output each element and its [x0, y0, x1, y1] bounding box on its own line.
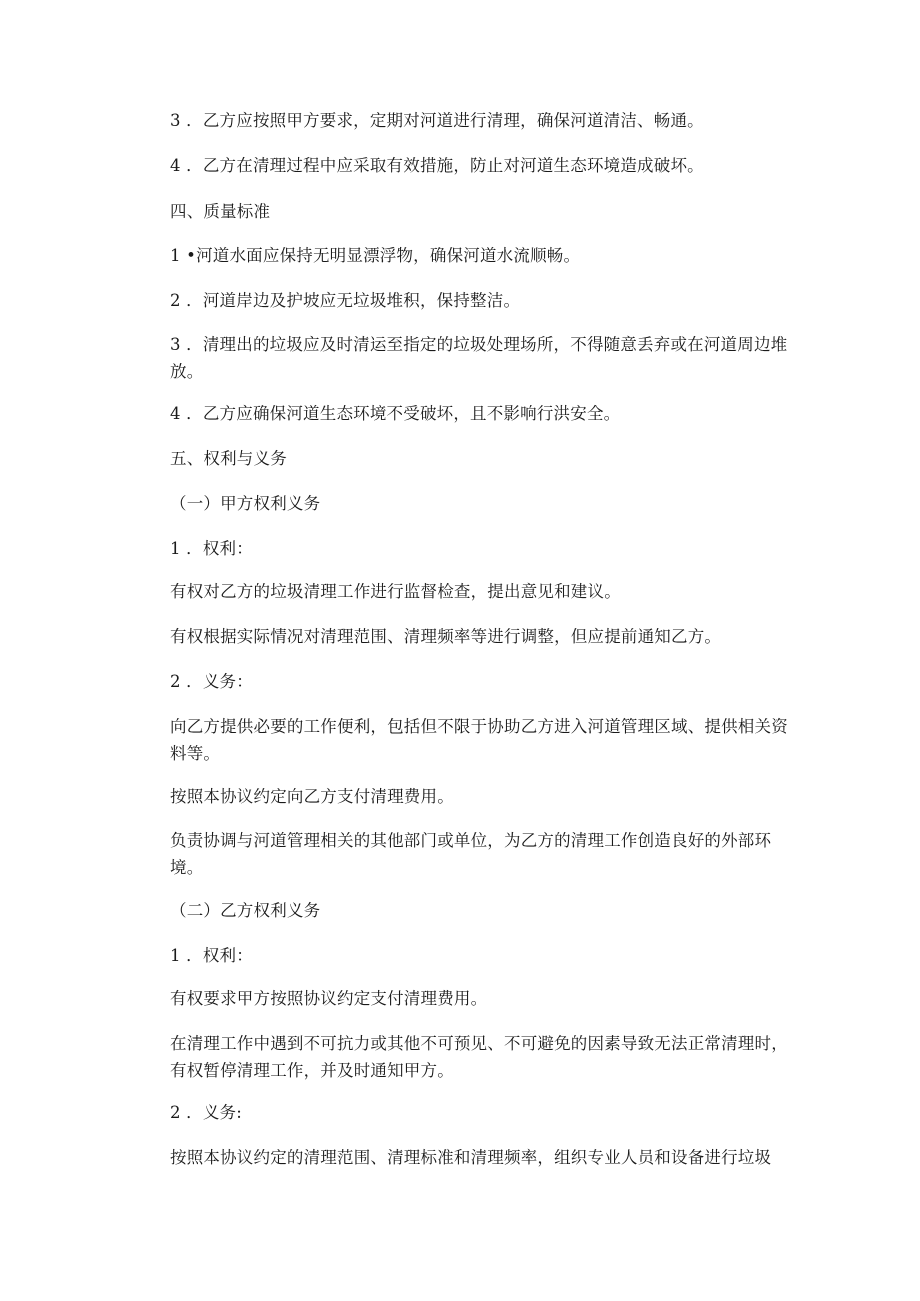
paragraph-b-duties-label: 2 ．义务:	[170, 1103, 243, 1122]
paragraph-a-duty-1: 向乙方提供必要的工作便利，包括但不限于协助乙方进入河道管理区域、提供相关资料等。	[170, 717, 788, 763]
paragraph-a-duty-3: 负责协调与河道管理相关的其他部门或单位，为乙方的清理工作创造良好的外部环境。	[170, 831, 772, 877]
paragraph-a-right-1: 有权对乙方的垃圾清理工作进行监督检查，提出意见和建议。	[170, 582, 621, 601]
paragraph-clause-4: 4 ．乙方在清理过程中应采取有效措施，防止对河道生态环境造成破坏。	[170, 156, 704, 175]
section-heading-rights: 五、权利与义务	[170, 449, 287, 468]
paragraph-clause-3: 3 ．乙方应按照甲方要求，定期对河道进行清理，确保河道清洁、畅通。	[170, 111, 704, 130]
section-heading-quality: 四、质量标准	[170, 202, 271, 221]
paragraph-b-right-1: 有权要求甲方按照协议约定支付清理费用。	[170, 989, 488, 1008]
paragraph-quality-2: 2 ．河道岸边及护坡应无垃圾堆积，保持整洁。	[170, 291, 521, 310]
paragraph-a-right-2: 有权根据实际情况对清理范围、清理频率等进行调整，但应提前通知乙方。	[170, 627, 722, 646]
paragraph-a-rights-label: 1 ．权利：	[170, 539, 253, 558]
paragraph-quality-1: 1 •河道水面应保持无明显漂浮物，确保河道水流顺畅。	[170, 246, 581, 265]
subsection-heading-party-a: （一）甲方权利义务	[170, 494, 321, 513]
paragraph-b-duty-1: 按照本协议约定的清理范围、清理标准和清理频率，组织专业人员和设备进行垃圾	[170, 1148, 772, 1167]
paragraph-a-duties-label: 2 ．义务：	[170, 672, 253, 691]
paragraph-a-duty-2: 按照本协议约定向乙方支付清理费用。	[170, 787, 454, 806]
paragraph-quality-4: 4 ．乙方应确保河道生态环境不受破坏，且不影响行洪安全。	[170, 404, 621, 423]
subsection-heading-party-b: （二）乙方权利义务	[170, 901, 321, 920]
paragraph-quality-3: 3 ．清理出的垃圾应及时清运至指定的垃圾处理场所，不得随意丢弃或在河道周边堆放。	[170, 335, 788, 381]
paragraph-b-right-2: 在清理工作中遇到不可抗力或其他不可预见、不可避免的因素导致无法正常清理时，有权暂停清理工作，并及时通知甲方。	[170, 1034, 788, 1080]
paragraph-b-rights-label: 1 ．权利：	[170, 946, 253, 965]
